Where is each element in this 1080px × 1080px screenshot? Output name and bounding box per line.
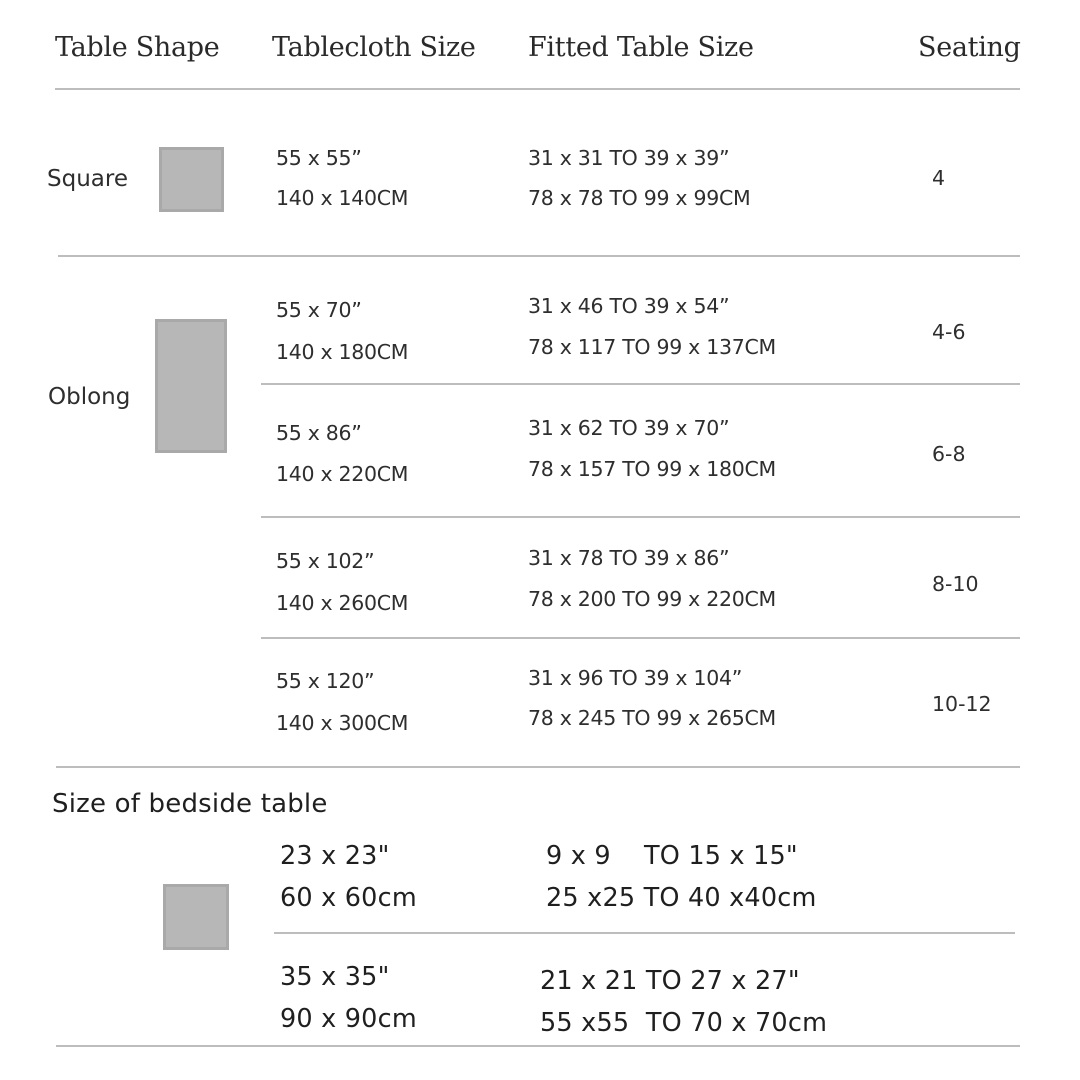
oblong-4-cloth-inch: 55 x 120”	[276, 669, 375, 693]
square-shape-icon	[159, 147, 224, 212]
oblong-1-fitted-inch: 31 x 46 TO 39 x 54”	[528, 294, 730, 318]
bedside-2-fitted-inch: 21 x 21 TO 27 x 27"	[540, 966, 800, 996]
oblong-shape-icon	[155, 319, 227, 453]
square-cloth-inch: 55 x 55”	[276, 146, 362, 170]
oblong-1-cloth-cm: 140 x 180CM	[276, 340, 409, 364]
oblong-2-fitted-cm: 78 x 157 TO 99 x 180CM	[528, 457, 776, 481]
oblong-3-fitted-cm: 78 x 200 TO 99 x 220CM	[528, 587, 776, 611]
bedside-1-cloth-inch: 23 x 23"	[280, 841, 390, 871]
shape-label-oblong: Oblong	[48, 384, 131, 410]
oblong-4-fitted-inch: 31 x 96 TO 39 x 104”	[528, 666, 743, 690]
header-table-shape: Table Shape	[55, 32, 220, 63]
bedside-2-cloth-inch: 35 x 35"	[280, 962, 390, 992]
oblong-1-fitted-cm: 78 x 117 TO 99 x 137CM	[528, 335, 776, 359]
oblong-2-cloth-cm: 140 x 220CM	[276, 462, 409, 486]
oblong-2-seating: 6-8	[932, 442, 966, 466]
oblong-1-seating: 4-6	[932, 320, 966, 344]
oblong-3-fitted-inch: 31 x 78 TO 39 x 86”	[528, 546, 730, 570]
oblong-2-cloth-inch: 55 x 86”	[276, 421, 362, 445]
oblong-divider-1	[261, 383, 1020, 385]
bedside-shape-icon	[163, 884, 229, 950]
oblong-2-fitted-inch: 31 x 62 TO 39 x 70”	[528, 416, 730, 440]
oblong-4-seating: 10-12	[932, 692, 992, 716]
header-divider	[55, 88, 1020, 90]
square-cloth-cm: 140 x 140CM	[276, 186, 409, 210]
bedside-2-cloth-cm: 90 x 90cm	[280, 1004, 417, 1034]
bedside-2-fitted-cm: 55 x55 TO 70 x 70cm	[540, 1008, 828, 1038]
square-fitted-inch: 31 x 31 TO 39 x 39”	[528, 146, 730, 170]
bedside-1-fitted-cm: 25 x25 TO 40 x40cm	[546, 883, 817, 913]
oblong-3-seating: 8-10	[932, 572, 979, 596]
square-divider	[58, 255, 1020, 257]
oblong-divider-3	[261, 637, 1020, 639]
header-tablecloth-size: Tablecloth Size	[272, 32, 476, 63]
oblong-3-cloth-inch: 55 x 102”	[276, 549, 375, 573]
bedside-divider	[274, 932, 1015, 934]
oblong-1-cloth-inch: 55 x 70”	[276, 298, 362, 322]
square-fitted-cm: 78 x 78 TO 99 x 99CM	[528, 186, 751, 210]
header-fitted-table-size: Fitted Table Size	[528, 32, 754, 63]
oblong-3-cloth-cm: 140 x 260CM	[276, 591, 409, 615]
bedside-title: Size of bedside table	[52, 789, 328, 819]
oblong-4-fitted-cm: 78 x 245 TO 99 x 265CM	[528, 706, 776, 730]
oblong-section-divider	[56, 766, 1020, 768]
oblong-divider-2	[261, 516, 1020, 518]
bottom-divider	[56, 1045, 1020, 1047]
shape-label-square: Square	[47, 166, 128, 192]
square-seating: 4	[932, 166, 946, 190]
bedside-1-cloth-cm: 60 x 60cm	[280, 883, 417, 913]
header-seating: Seating	[918, 32, 1021, 63]
bedside-1-fitted-inch: 9 x 9 TO 15 x 15"	[546, 841, 798, 871]
oblong-4-cloth-cm: 140 x 300CM	[276, 711, 409, 735]
